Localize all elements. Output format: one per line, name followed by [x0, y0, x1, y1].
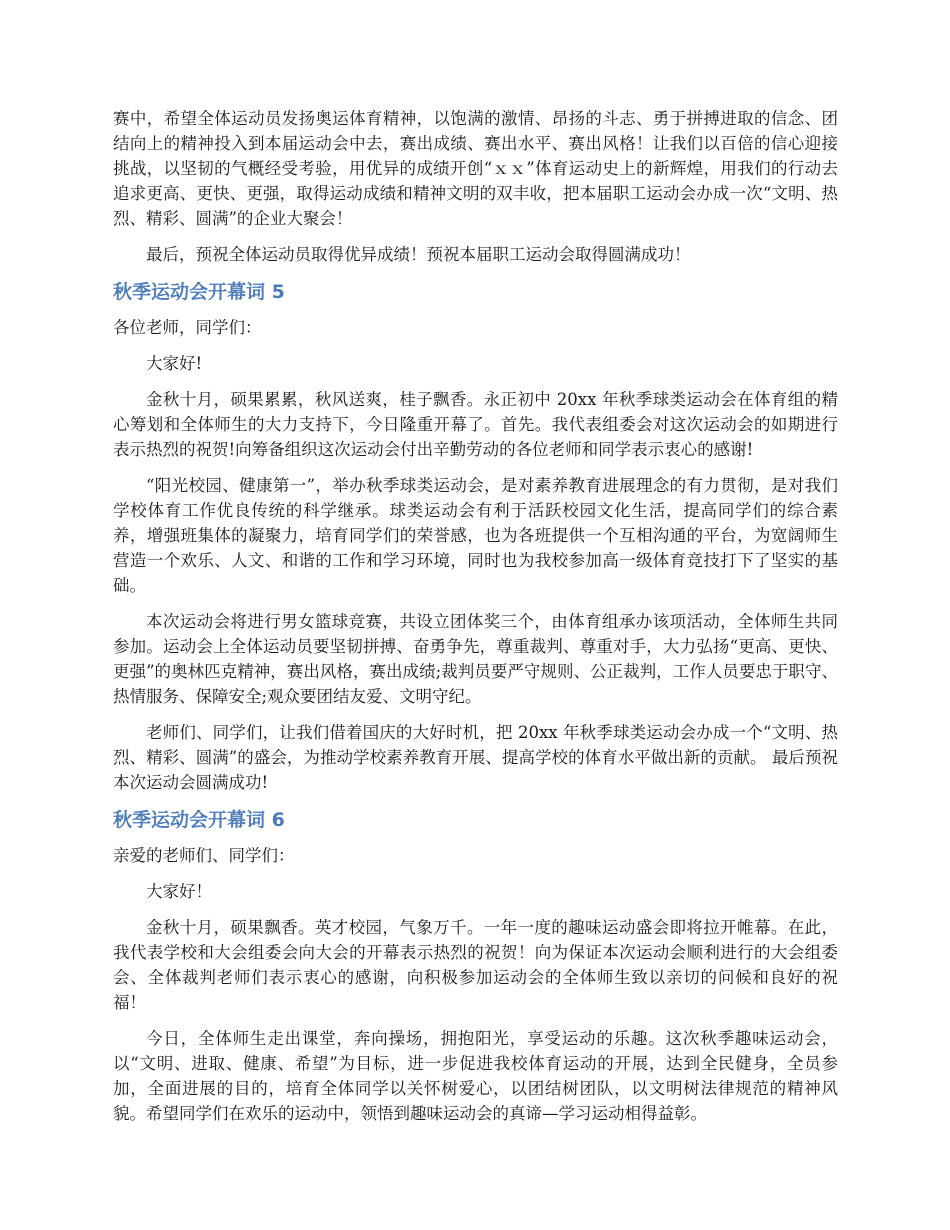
intro-paragraph-1: 赛中，希望全体运动员发扬奥运体育精神，以饱满的激情、昂扬的斗志、勇于拼搏进取的信念、团结向上的精神投入到本届运动会中去，赛出成绩、赛出水平、赛出风格！让我们以百倍的信心迎接挑战，以坚韧的气概经受考验，用优异的成绩开创“ｘｘ”体育运动史上的新辉煌，用我们的行动去追求更高、更快、更强，取得运动成绩和精神文明的双丰收，把本届职工运动会办成一次“文明、热烈、精彩、圆满”的企业大聚会！	[113, 109, 838, 228]
section-6-paragraph-2: 今日，全体师生走出课堂，奔向操场，拥抱阳光，享受运动的乐趣。这次秋季趣味运动会，以“文明、进取、健康、希望”为目标，进一步促进我校体育运动的开展，达到全民健身，全员参加，全面进展的目的，培育全体同学以关怀树爱心，以团结树团队，以文明树法律规范的精神风貌。希望同学们在欢乐的运动中，领悟到趣味运动会的真谛—学习运动相得益彰。	[113, 1029, 838, 1123]
section-6-greeting: 大家好！	[146, 882, 212, 901]
section-6	[113, 806, 838, 1126]
section-5-salutation: 各位老师，同学们：	[113, 318, 262, 337]
section-5-heading: 秋季运动会开幕词 5	[113, 281, 285, 303]
section-5-paragraph-3: 本次运动会将进行男女篮球竞赛，共设立团体奖三个，由体育组承办该项活动，全体师生共同参加。运动会上全体运动员要坚韧拼搏、奋勇争先，尊重裁判、尊重对手，大力弘扬“更高、更快、更强”的奥林匹克精神，赛出风格，赛出成绩;裁判员要严守规则、公正裁判，工作人员要忠于职守、热情服务、保障安全;观众要团结友爱、文明守纪。	[113, 612, 838, 706]
intro-paragraph-2: 最后，预祝全体运动员取得优异成绩！预祝本届职工运动会取得圆满成功！	[146, 245, 691, 264]
section-5-greeting: 大家好!	[146, 354, 203, 373]
section-6-salutation: 亲爱的老师们、同学们：	[113, 846, 295, 865]
section-5	[113, 278, 838, 795]
document-page	[113, 106, 838, 1137]
section-5-paragraph-2: “阳光校园、健康第一”，举办秋季球类运动会，是对素养教育进展理念的有力贯彻，是对我们学校体育工作优良传统的科学继承。球类运动会有利于活跃校园文化生活，提高同学们的综合素养，增强班集体的凝聚力，培育同学们的荣誉感，也为各班提供一个互相沟通的平台，为宽阔师生营造一个欢乐、人文、和谐的工作和学习环境，同时也为我校参加高一级体育竞技打下了坚实的基础。	[113, 476, 838, 595]
section-6-paragraph-1: 金秋十月，硕果飘香。英才校园，气象万千。一年一度的趣味运动盛会即将拉开帷幕。在此，我代表学校和大会组委会向大会的开幕表示热烈的祝贺！向为保证本次运动会顺利进行的大会组委会、全体裁判老师们表示衷心的感谢，向积极参加运动会的全体师生致以亲切的问候和良好的祝福！	[113, 918, 838, 1012]
section-5-paragraph-1: 金秋十月，硕果累累，秋风送爽，桂子飘香。永正初中 20xx 年秋季球类运动会在体育组的精心筹划和全体师生的大力支持下，今日隆重开幕了。首先。我代表组委会对这次运动会的如期进行表示热烈的祝贺!向筹备组织这次运动会付出辛勤劳动的各位老师和同学表示衷心的感谢!	[113, 390, 838, 459]
intro-section	[113, 106, 838, 267]
section-6-heading: 秋季运动会开幕词 6	[113, 809, 285, 831]
section-5-paragraph-4: 老师们、同学们，让我们借着国庆的大好时机，把 20xx 年秋季球类运动会办成一个“文明、热烈、精彩、圆满”的盛会，为推动学校素养教育开展、提高学校的体育水平做出新的贡献。 最后预祝本次运动会圆满成功!	[113, 723, 838, 792]
